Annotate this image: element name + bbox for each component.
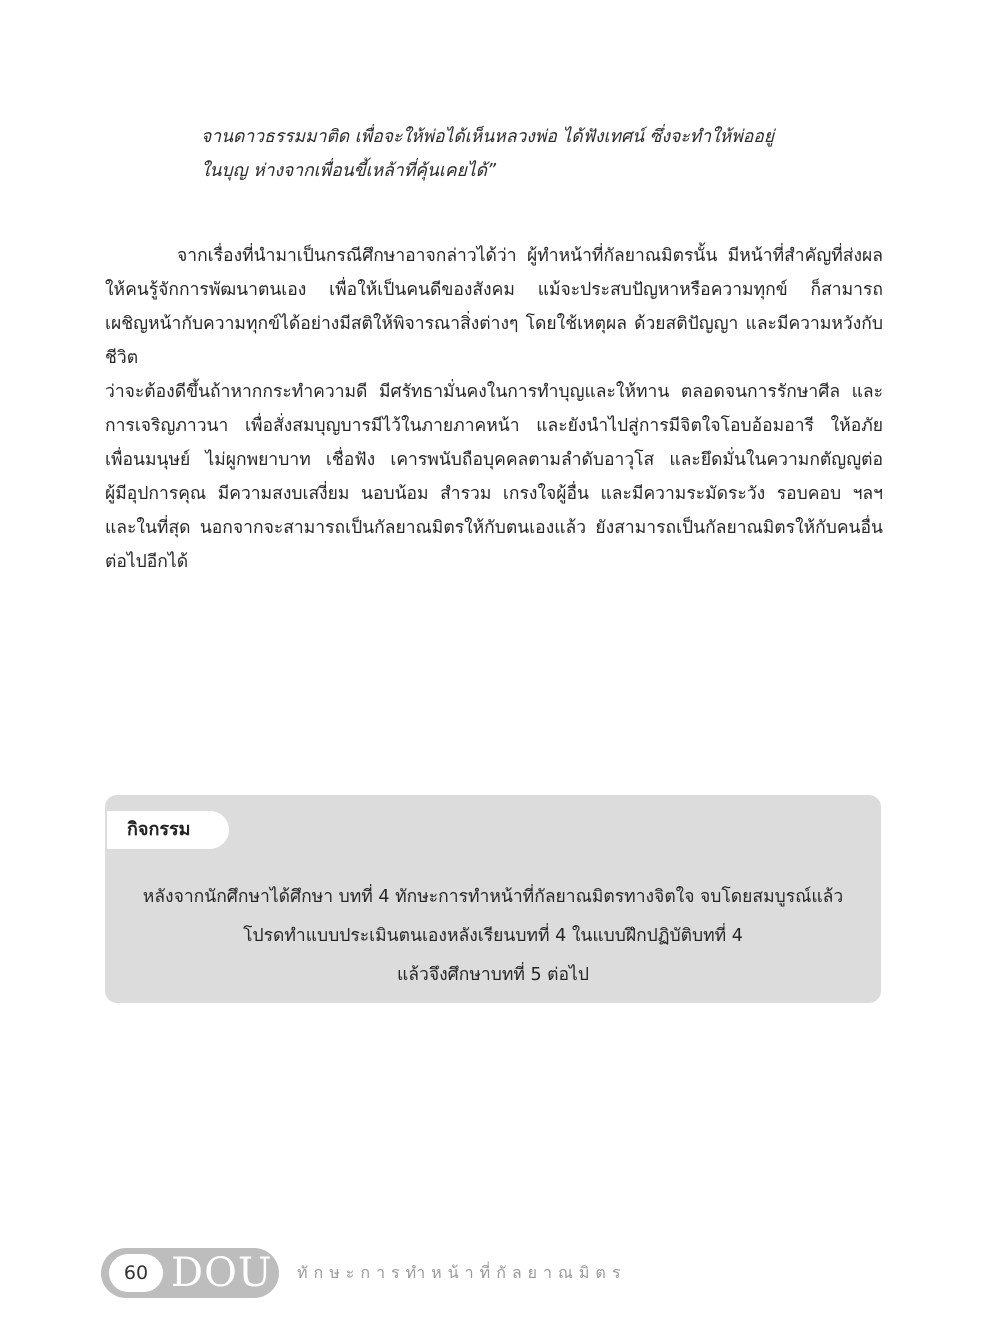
running-title: ทักษะการทำหน้าที่กัลยาณมิตร xyxy=(297,1263,627,1282)
body-line: และในที่สุด นอกจากจะสามารถเป็นกัลยาณมิตรให้กับตนเองแล้ว ยังสามารถเป็นกัลยาณมิตรให้กับคนอื่น xyxy=(105,518,883,538)
body-line: ให้คนรู้จักการพัฒนาตนเอง เพื่อให้เป็นคนดีของสังคม แม้จะประสบปัญหาหรือความทุกข์ ก็สามารถ xyxy=(105,280,883,300)
quote-line: ในบุญ ห่างจากเพื่อนขี้เหล้าที่คุ้นเคยได้” xyxy=(201,161,497,181)
activity-line: แล้วจึงศึกษาบทที่ 5 ต่อไป xyxy=(397,965,589,985)
body-line: จากเรื่องที่นำมาเป็นกรณีศึกษาอาจกล่าวได้ว่า ผู้ทำหน้าที่กัลยาณมิตรนั้น มีหน้าที่สำคัญที่ส่งผล xyxy=(177,246,883,266)
body-line: เพื่อนมนุษย์ ไม่ผูกพยาบาท เชื่อฟัง เคารพนับถือบุคคลตามลำดับอาวุโส และยึดมั่นในความกตัญญูต่อ xyxy=(105,450,883,470)
body-line: ต่อไปอีกได้ xyxy=(105,552,189,572)
activity-label: กิจกรรม xyxy=(107,811,229,849)
footer-badge xyxy=(101,1248,279,1298)
body-line: ว่าจะต้องดีขึ้นถ้าหากกระทำความดี มีศรัทธามั่นคงในการทำบุญและให้ทาน ตลอดจนการรักษาศีล และ xyxy=(105,382,883,402)
body-line: ผู้มีอุปการคุณ มีความสงบเสงี่ยม นอบน้อม สำรวม เกรงใจผู้อื่น และมีความระมัดระวัง รอบคอบ ฯลฯ xyxy=(105,484,883,504)
quote-block xyxy=(201,120,861,188)
activity-line: โปรดทำแบบประเมินตนเองหลังเรียนบทที่ 4 ในแบบฝึกปฏิบัติบทที่ 4 xyxy=(243,926,743,946)
dou-logo: DOU xyxy=(171,1250,273,1296)
activity-instructions xyxy=(105,878,881,995)
page-footer xyxy=(101,1248,901,1298)
quote-line: จานดาวธรรมมาติด เพื่อจะให้พ่อได้เห็นหลวงพ่อ ได้ฟังเทศน์ ซึ่งจะทำให้พ่ออยู่ xyxy=(201,127,775,147)
page-number: 60 xyxy=(109,1254,163,1292)
body-line: เผชิญหน้ากับความทุกข์ได้อย่างมีสติให้พิจารณาสิ่งต่างๆ โดยใช้เหตุผล ด้วยสติปัญญา และมีความหวังกับชีวิต xyxy=(105,314,883,368)
activity-line: หลังจากนักศึกษาได้ศึกษา บทที่ 4 ทักษะการทำหน้าที่กัลยาณมิตรทางจิตใจ จบโดยสมบูรณ์แล้ว xyxy=(142,887,844,907)
body-paragraph xyxy=(105,239,883,579)
body-line: การเจริญภาวนา เพื่อสั่งสมบุญบารมีไว้ในภายภาคหน้า และยังนำไปสู่การมีจิตใจโอบอ้อมอารี ให้อภัย xyxy=(105,416,883,436)
